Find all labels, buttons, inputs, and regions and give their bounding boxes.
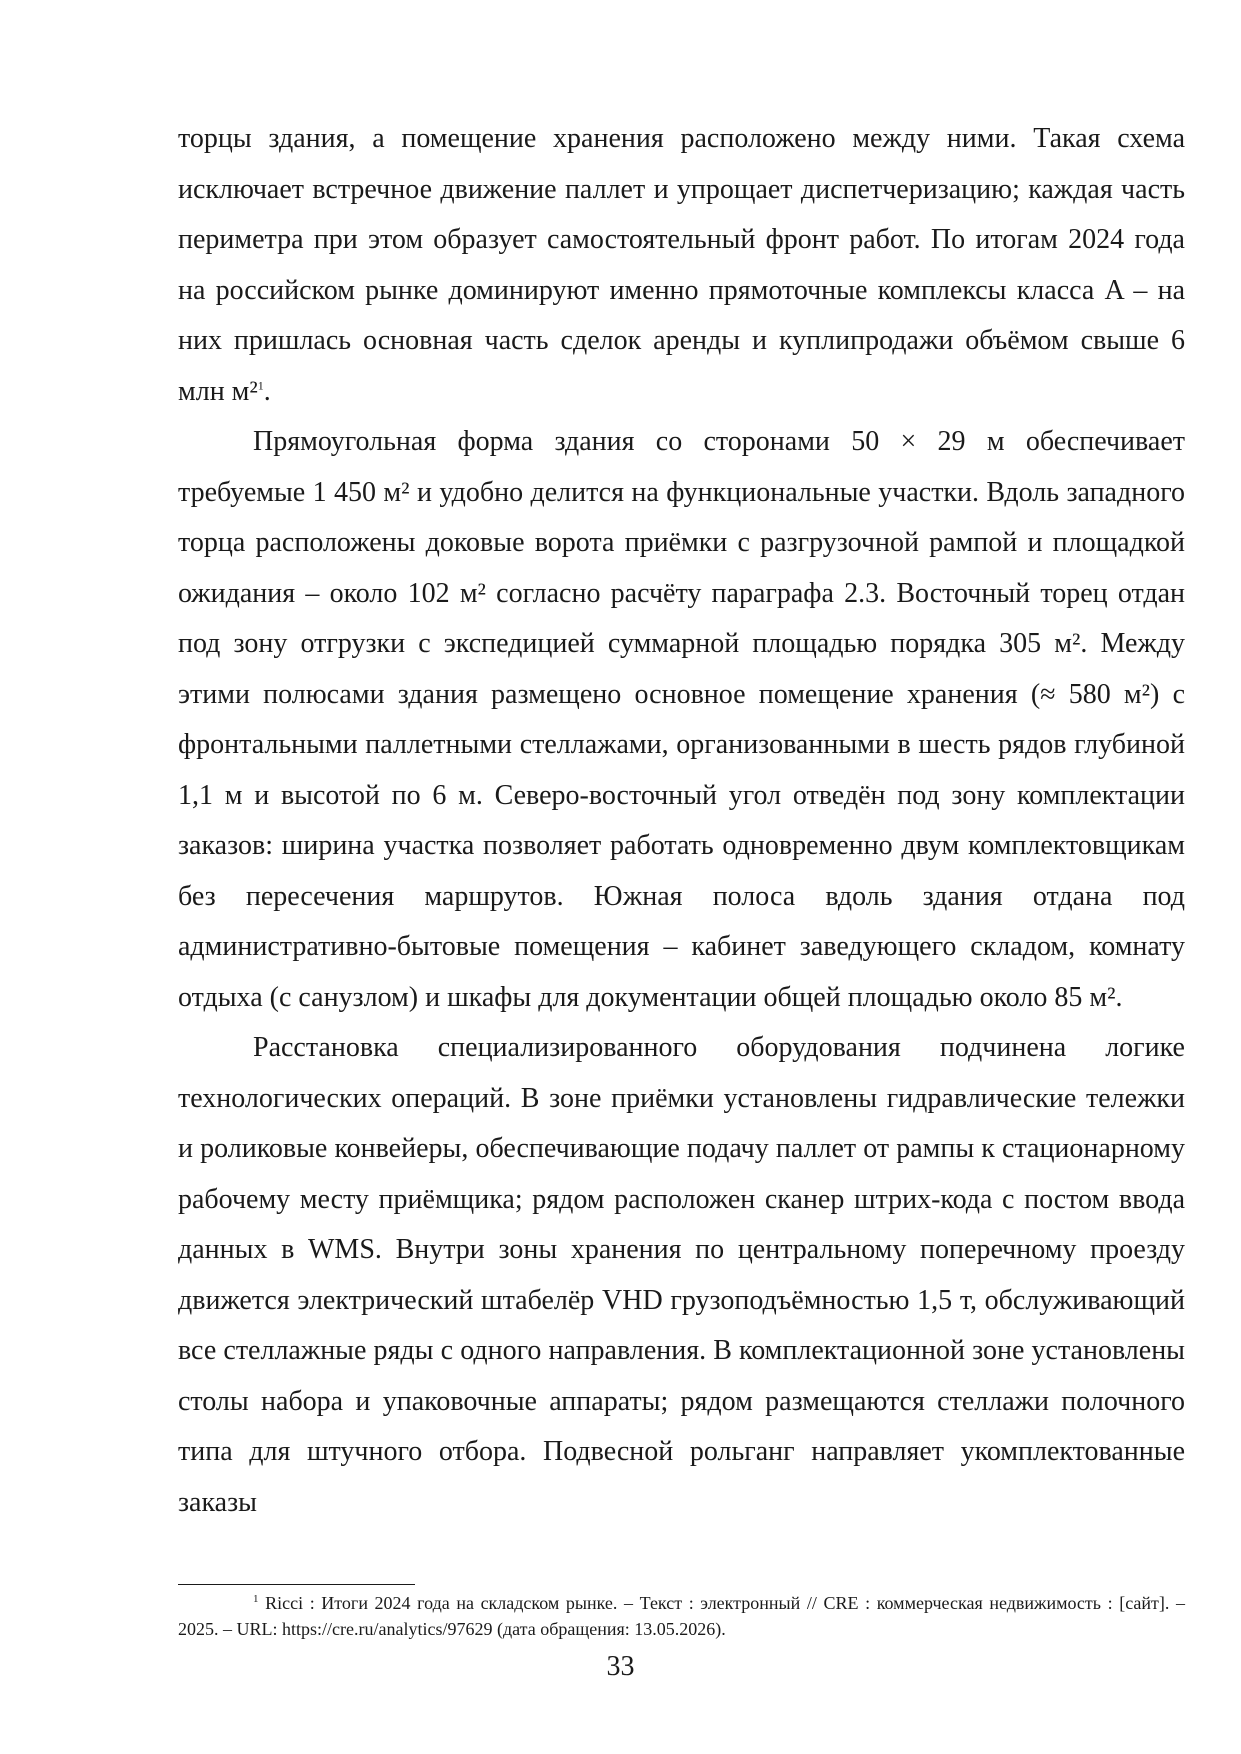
paragraph-1-text: торцы здания, а помещение хранения расположено между ними. Такая схема исключает встречное движение паллет и упрощает диспетчеризацию; каждая часть периметра при этом образует самостоятельный фронт работ. По итогам 2024 года на российском рынке доминируют именно прямоточные комплексы класса A – на них пришлась основная часть сделок аренды и куплипродажи объёмом свыше 6 млн м² (178, 123, 1185, 407)
body-text (178, 114, 1185, 1528)
footnote-text: Ricci : Итоги 2024 года на складском рынке. – Текст : электронный // CRE : коммерческая недвижимость : [сайт]. – 2025. – URL: https://cre.ru/analytics/97629 (дата обращения: 13.05.2026). (178, 1593, 1185, 1639)
page-number: 33 (606, 1651, 635, 1682)
paragraph-1-tail: . (263, 375, 271, 407)
footnote-separator (178, 1584, 415, 1585)
footnote (178, 1590, 1185, 1642)
footnote-reference: 1 (257, 378, 264, 393)
paragraph-3: Расстановка специализированного оборудования подчинена логике технологических операций. В зоне приёмки установлены гидравлические тележки и роликовые конвейеры, обеспечивающие подачу паллет от рампы к стационарному рабочему месту приёмщика; рядом расположен сканер штрих-кода с постом ввода данных в WMS. Внутри зоны хранения по центральному поперечному проезду движется электрический штабелёр VHD грузоподъёмностью 1,5 т, обслуживающий все стеллажные ряды с одного направления. В комплектационной зоне установлены столы набора и упаковочные аппараты; рядом размещаются стеллажи полочного типа для штучного отбора. Подвесной рольганг направляет укомплектованные заказы (178, 1032, 1185, 1518)
paragraph-2: Прямоугольная форма здания со сторонами 50 × 29 м обеспечивает требуемые 1 450 м² и удобно делится на функциональные участки. Вдоль западного торца расположены доковые ворота приёмки с разгрузочной рампой и площадкой ожидания – около 102 м² согласно расчёту параграфа 2.3. Восточный торец отдан под зону отгрузки с экспедицией суммарной площадью порядка 305 м². Между этими полюсами здания размещено основное помещение хранения (≈ 580 м²) с фронтальными паллетными стеллажами, организованными в шесть рядов глубиной 1,1 м и высотой по 6 м. Северо-восточный угол отведён под зону комплектации заказов: ширина участка позволяет работать одновременно двум комплектовщикам без пересечения маршрутов. Южная полоса вдоль здания отдана под административно-бытовые помещения – кабинет заведующего складом, комнату отдыха (с санузлом) и шкафы для документации общей площадью около 85 м². (178, 426, 1185, 1013)
paragraph-1 (178, 114, 1185, 417)
footnote-number: 1 (253, 1593, 259, 1605)
